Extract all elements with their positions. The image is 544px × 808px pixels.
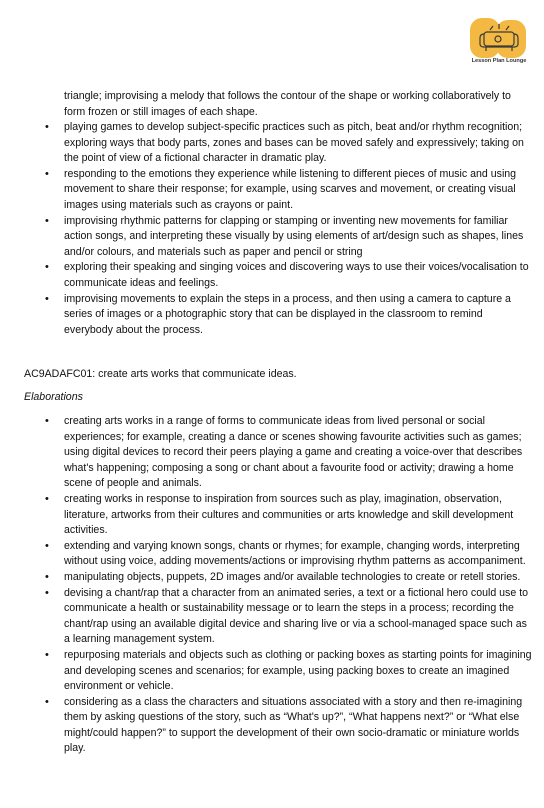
bullet-icon: • <box>45 415 49 427</box>
bullet-icon: • <box>45 539 49 552</box>
bullet-icon: • <box>45 695 49 708</box>
list-item: • playing games to develop subject-specific practices such as pitch, beat and/or rhythm recognition; exploring ways that body parts, zones and bases can be moved safely and expressively; taking on the point of view of a fictional character in dramatic play. <box>45 121 524 165</box>
bullet-icon: • <box>45 586 49 599</box>
list-item: • responding to the emotions they experience while listening to different pieces of music and using movement to share their response; for example, using scarves and movement, or creating visual images using materials such as crayons or paint. <box>45 167 517 211</box>
list-item: • improvising movements to explain the steps in a process, and then using a camera to capture a series of images or a photographic story that can be displayed in the classroom to remind everybody about the process. <box>45 292 511 336</box>
example-list <box>45 120 534 338</box>
bullet-icon: • <box>45 570 49 583</box>
elaborations-heading: Elaborations <box>24 391 83 403</box>
bullet-icon: • <box>45 292 49 305</box>
list-item: • manipulating objects, puppets, 2D images and/or available technologies to create or retell stories. <box>64 570 534 586</box>
bullet-icon: • <box>45 261 49 274</box>
list-item: • repurposing materials and objects such as clothing or packing boxes as starting points for imagining and developing scenes and scenarios; for example, using packing boxes to create an imagined environment or vehicle. <box>45 648 532 693</box>
continuation-text: triangle; improvising a melody that follows the contour of the shape or working collaboratively to form frozen or still images of each shape. <box>64 90 511 118</box>
bullet-icon: • <box>45 121 49 133</box>
bullet-icon: • <box>45 214 49 227</box>
list-item: • creating works in response to inspiration from sources such as play, imagination, observation, literature, artworks from their cultures and communities or arts knowledge and skill development activities. <box>45 492 514 537</box>
elaborations-list <box>45 414 534 757</box>
bullet-icon: • <box>45 167 49 180</box>
content-description <box>24 367 524 383</box>
list-item: • devising a chant/rap that a character from an animated series, a text or a fictional hero could use to communicate a health or sustainability message or to learn the steps in a process; recording the chant/rap using an available digital device and sharing live or via a school-managed space such as a learning management system. <box>45 586 529 646</box>
logo-text: Lesson Plan Lounge <box>471 58 527 64</box>
list-item: • extending and varying known songs, chants or rhymes; for example, changing words, interpreting without using voice, adding movements/actions or improvising rhythm patterns as accompaniment. <box>45 539 526 568</box>
list-item: • creating arts works in a range of forms to communicate ideas from lived personal or social experiences; for example, creating a dance or scenes showing favourite activities such as games; using digital devices to record their peers playing a game and creating a voice-over that describes what's happening; composing a song or chant about a favourite food or activity; drawing a home scene of people and animals. <box>45 415 523 490</box>
list-item: • considering as a class the characters and situations associated with a story and then re-imagining them by asking questions of the story, such as “What's up?”, “What happens next?” or “What else might/could happen?” to support the development of their own socio-dramatic or miniature worlds play. <box>45 695 523 755</box>
list-item: • exploring their speaking and singing voices and discovering ways to use their voices/vocalisation to communicate ideas and feelings. <box>45 261 529 289</box>
bullet-icon: • <box>45 492 49 505</box>
bullet-icon: • <box>45 648 49 661</box>
content-description-text: : create arts works that communicate ideas. <box>92 368 297 380</box>
list-item: • improvising rhythmic patterns for clapping or stamping or inventing new movements for familiar action songs, and interpreting these visually by using elements of art/design such as shapes, lines and/or colours, and materials such as paper and pencil or string <box>45 214 524 258</box>
content-code: AC9ADAFC01 <box>24 368 93 380</box>
